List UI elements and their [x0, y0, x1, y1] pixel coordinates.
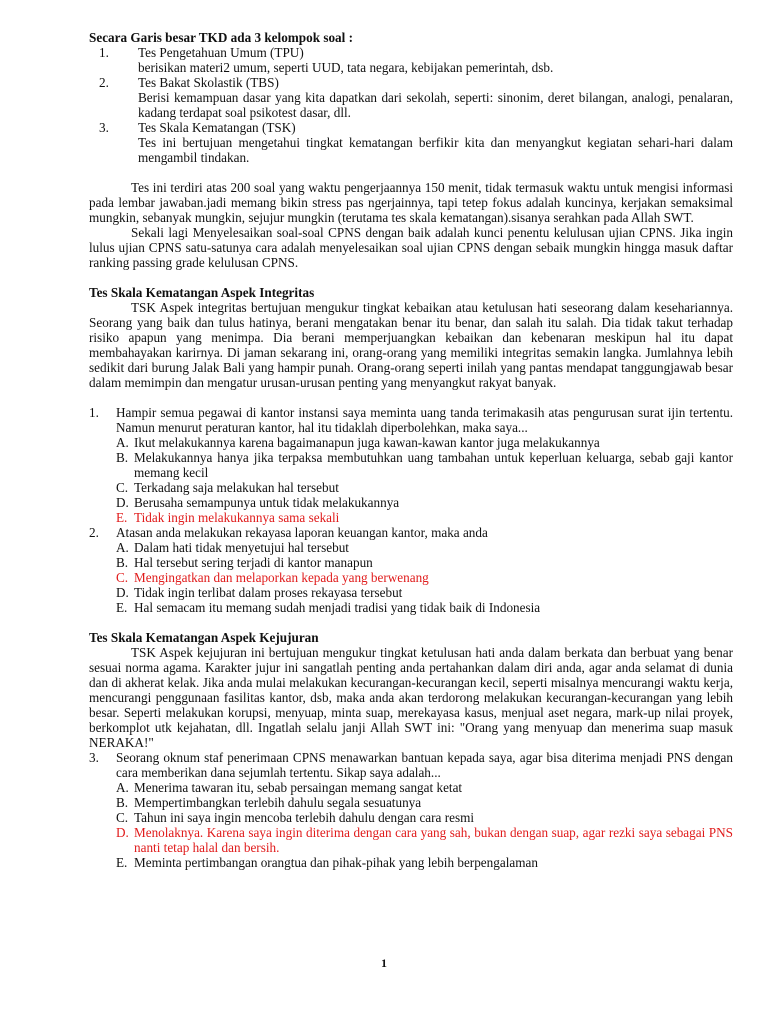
answer-option — [89, 540, 733, 555]
option-text: Dalam hati tidak menyetujui hal tersebut — [134, 540, 349, 555]
question — [89, 525, 733, 615]
option-letter: D. — [116, 495, 129, 510]
intro-heading: Secara Garis besar TKD ada 3 kelompok soal : — [89, 30, 354, 45]
option-letter: D. — [116, 825, 129, 840]
list-number: 2. — [99, 75, 109, 90]
option-text: Menolaknya. Karena saya ingin diterima dengan cara yang sah, bukan dengan suap, agar rezki saya sebagai PNS nanti tetap halal dan bersih. — [134, 825, 733, 855]
page-number: 1 — [381, 956, 387, 970]
list-number: 1. — [99, 45, 109, 60]
list-item-desc: Tes ini bertujuan mengetahui tingkat kematangan berfikir kita dan menyangkut kegiatan sehari-hari dalam mengambil tindakan. — [138, 135, 733, 165]
list-number: 3. — [99, 120, 109, 135]
question-number: 2. — [89, 525, 99, 540]
answer-option — [89, 795, 733, 810]
intro-paragraph-2: Sekali lagi Menyelesaikan soal-soal CPNS dengan baik adalah kunci penentu kelulusan ujian CPNS. Jika ingin lulus ujian CPNS satu-satunya cara adalah menyelesaikan soal ujian CPNS dengan sebaik mungkin hingga masuk daftar ranking passing grade kelulusan CPNS. — [89, 225, 733, 270]
answer-option — [89, 780, 733, 795]
list-item-title: Tes Skala Kematangan (TSK) — [138, 120, 296, 135]
answer-option — [89, 855, 733, 870]
option-letter: C. — [116, 570, 129, 585]
option-text: Mempertimbangkan terlebih dahulu segala sesuatunya — [134, 795, 422, 810]
answer-option — [89, 600, 733, 615]
option-text: Menerima tawaran itu, sebab persaingan memang sangat ketat — [134, 780, 463, 795]
option-letter: A. — [116, 435, 129, 450]
question-number: 3. — [89, 750, 99, 765]
question — [89, 405, 733, 525]
kejujuran-paragraph: TSK Aspek kejujuran ini bertujuan mengukur tingkat ketulusan hati anda dalam berkata dan berbuat yang benar sesuai norma agama. Karakter jujur ini sangatlah penting anda pertahankan dalam diri anda, agar anda selamat di dunia dan di akherat kelak. Jika anda mulai melakukan kecurangan-kecurangan kecil, seperti misalnya mencurangi waktu kerja, mencurangi penggunaan fasilitas kantor, dsb, maka anda akan terdorong melakukan kecurangan-kecurangan yang lebih besar. Seperti melakukan korupsi, menyuap, minta suap, merekayasa kasus, menjual aset negara, mark-up nilai proyek, berkomplot utk kejahatan, dll. Ingatlah selalu janji Allah SWT ini: "Orang yang menyuap dan menerima suap masuk NERAKA!" — [89, 645, 733, 750]
question-text: Hampir semua pegawai di kantor instansi saya meminta uang tanda terimakasih atas pengurusan surat ijin tertentu. Namun menurut peraturan kantor, hal itu tidaklah diperbolehkan, maka saya... — [116, 405, 733, 435]
option-letter: E. — [116, 600, 128, 615]
option-letter: B. — [116, 555, 129, 570]
option-text: Hal semacam itu memang sudah menjadi tradisi yang tidak baik di Indonesia — [134, 600, 541, 615]
option-text: Terkadang saja melakukan hal tersebut — [134, 480, 339, 495]
section-heading-kejujuran: Tes Skala Kematangan Aspek Kejujuran — [89, 630, 319, 645]
answer-option — [89, 810, 733, 825]
list-item — [89, 45, 733, 75]
question-text: Seorang oknum staf penerimaan CPNS menawarkan bantuan kepada saya, agar bisa diterima menjadi PNS dengan cara memberikan dana sejumlah tertentu. Sikap saya adalah... — [116, 750, 733, 780]
option-letter: B. — [116, 450, 129, 465]
option-text: Mengingatkan dan melaporkan kepada yang berwenang — [134, 570, 429, 585]
option-text: Hal tersebut sering terjadi di kantor manapun — [134, 555, 373, 570]
tkd-list — [89, 45, 733, 165]
section-heading-integritas: Tes Skala Kematangan Aspek Integritas — [89, 285, 315, 300]
option-letter: D. — [116, 585, 129, 600]
option-letter: A. — [116, 780, 129, 795]
option-text: Tidak ingin terlibat dalam proses rekayasa tersebut — [134, 585, 403, 600]
option-text: Meminta pertimbangan orangtua dan pihak-pihak yang lebih berpengalaman — [134, 855, 538, 870]
answer-option-correct — [89, 510, 733, 525]
option-letter: B. — [116, 795, 129, 810]
answer-option — [89, 480, 733, 495]
option-letter: E. — [116, 510, 128, 525]
option-letter: A. — [116, 540, 129, 555]
integritas-paragraph: TSK Aspek integritas bertujuan mengukur tingkat kebaikan atau ketulusan hati seseorang dalam kesehariannya. Seorang yang baik dan tulus hatinya, berani mengatakan benar itu benar, dan salah itu salah. Dia tidak takut terhadap risiko apapun yang menimpa. Dia berani memperjuangkan kebaikan dan kebenaran meskipun hal itu dapat membahayakan karirnya. Di jaman sekarang ini, orang-orang yang memiliki integritas semakin langka. Jumlahnya lebih sedikit dari burung Jalak Bali yang hampir punah. Orang-orang seperti inilah yang pantas mendapat tanggungjawab besar dalam memimpin dan mengatur urusan-urusan penting yang menyangkut rakyat banyak. — [89, 300, 733, 390]
answer-option-correct — [89, 825, 733, 855]
option-letter: C. — [116, 810, 129, 825]
question-text: Atasan anda melakukan rekayasa laporan keuangan kantor, maka anda — [116, 525, 488, 540]
option-text: Berusaha semampunya untuk tidak melakukannya — [134, 495, 400, 510]
list-item-title: Tes Bakat Skolastik (TBS) — [138, 75, 279, 90]
list-item — [89, 75, 733, 120]
answer-option — [89, 555, 733, 570]
list-item-desc: berisikan materi2 umum, seperti UUD, tata negara, kebijakan pemerintah, dsb. — [138, 60, 554, 75]
option-letter: C. — [116, 480, 129, 495]
integritas-questions — [89, 405, 733, 615]
option-text: Melakukannya hanya jika terpaksa membutuhkan uang tambahan untuk keperluan keluarga, sebab gaji kantor memang kecil — [134, 450, 733, 480]
option-text: Tidak ingin melakukannya sama sekali — [134, 510, 340, 525]
list-item-desc: Berisi kemampuan dasar yang kita dapatkan dari sekolah, seperti: sinonim, deret bilangan, analogi, penalaran, kadang terdapat soal psikotest dasar, dll. — [138, 90, 733, 120]
kejujuran-questions — [89, 750, 733, 870]
answer-option — [89, 495, 733, 510]
answer-option — [89, 450, 733, 480]
intro-paragraph-1: Tes ini terdiri atas 200 soal yang waktu pengerjaannya 150 menit, tidak termasuk waktu untuk mengisi informasi pada lembar jawaban.jadi memang bikin stress pas ngerjainnya, tapi tetep fokus adalah kuncinya, kerjakan semaksimal mungkin, sebanyak mungkin, sejujur mungkin (terutama tes skala kematangan).sisanya serahkan pada Allah SWT. — [89, 180, 733, 225]
option-text: Tahun ini saya ingin mencoba terlebih dahulu dengan cara resmi — [134, 810, 475, 825]
answer-option — [89, 585, 733, 600]
list-item-title: Tes Pengetahuan Umum (TPU) — [138, 45, 304, 60]
option-letter: E. — [116, 855, 128, 870]
document-page — [89, 30, 733, 870]
answer-option — [89, 435, 733, 450]
answer-option-correct — [89, 570, 733, 585]
option-text: Ikut melakukannya karena bagaimanapun juga kawan-kawan kantor juga melakukannya — [134, 435, 600, 450]
question — [89, 750, 733, 870]
question-number: 1. — [89, 405, 99, 420]
list-item — [89, 120, 733, 165]
